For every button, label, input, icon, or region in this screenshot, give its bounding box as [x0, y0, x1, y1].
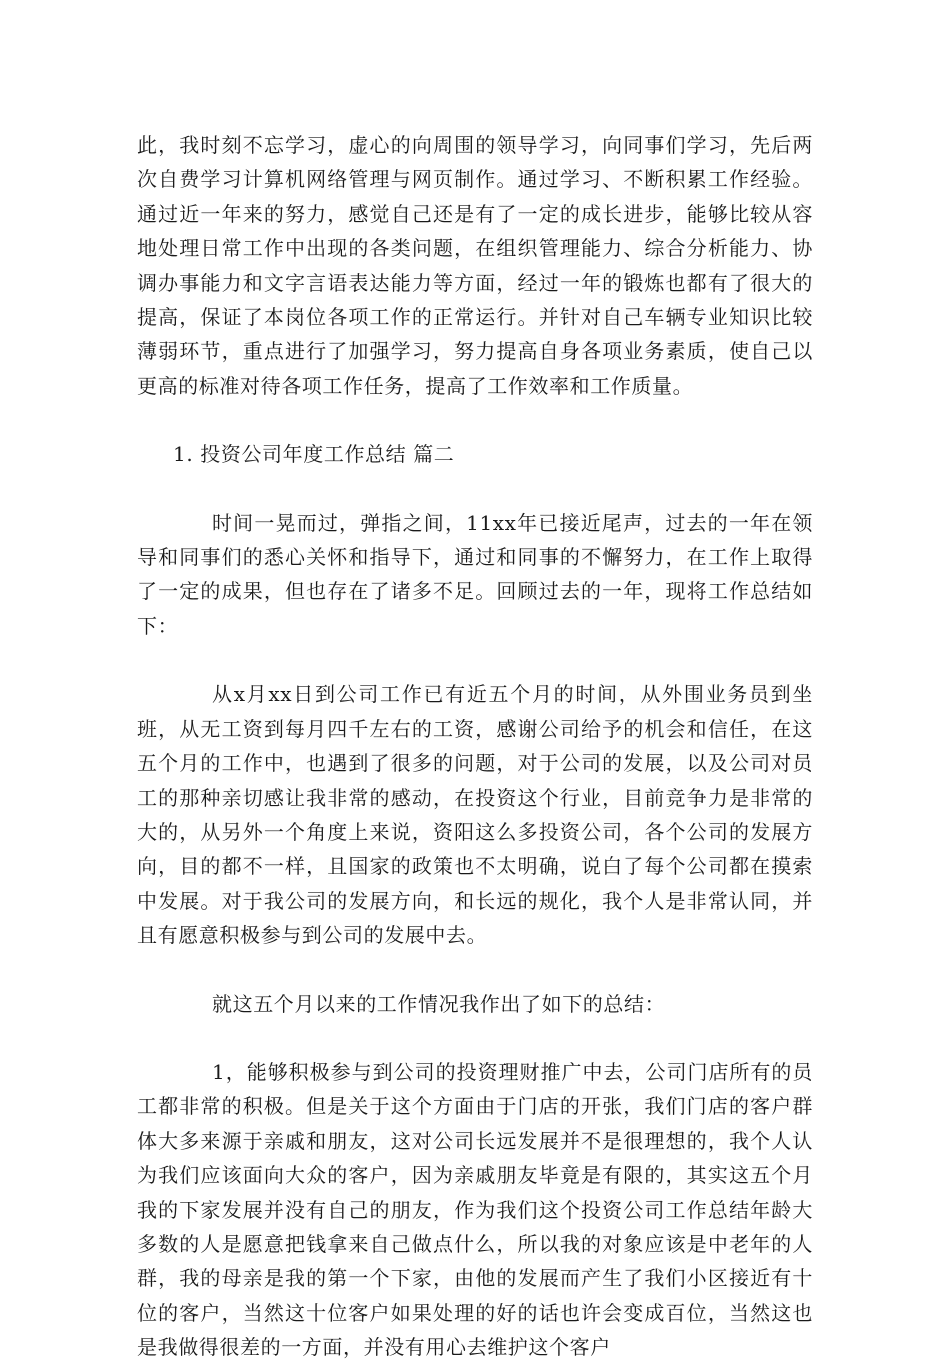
- paragraph-self-improvement: 此，我时刻不忘学习，虚心的向周围的领导学习，向同事们学习，先后两次自费学习计算机网络管理与网页制作。通过学习、不断积累工作经验。通过近一年来的努力，感觉自己还是有了一定的成长进步，能够比较从容地处理日常工作中出现的各类问题，在组织管理能力、综合分析能力、协调办事能力和文字言语表达能力等方面，经过一年的锻炼也都有了很大的提高，保证了本岗位各项工作的正常运行。并针对自己车辆专业知识比较薄弱环节，重点进行了加强学习，努力提高自身各项业务素质，使自己以更高的标准对待各项工作任务，提高了工作效率和工作质量。: [137, 133, 813, 398]
- paragraph-five-months-experience: 从x月xx日到公司工作已有近五个月的时间，从外围业务员到坐班，从无工资到每月四千左右的工资，感谢公司给予的机会和信任，在这五个月的工作中，也遇到了很多的问题，对于公司的发展，以及公司对员工的那种亲切感让我非常的感动，在投资这个行业，目前竞争力是非常的大的，从另外一个角度上来说，资阳这么多投资公司，各个公司的发展方向，目的都不一样，且国家的政策也不太明确，说白了每个公司都在摸索中发展。对于我公司的发展方向，和长远的规化，我个人是非常认同，并且有愿意积极参与到公司的发展中去。: [137, 682, 813, 948]
- paragraph-year-review-intro: 时间一晃而过，弹指之间，11xx年已接近尾声，过去的一年在领导和同事们的悉心关怀和指导下，通过和同事的不懈努力，在工作上取得了一定的成果，但也存在了诸多不足。回顾过去的一年，现将工作总结如下：: [137, 510, 813, 638]
- document-body: [137, 128, 813, 1365]
- section-heading-part-two: 1. 投资公司年度工作总结 篇二: [173, 442, 455, 467]
- paragraph-point-one: 1，能够积极参与到公司的投资理财推广中去，公司门店所有的员工都非常的积极。但是关于这个方面由于门店的开张，我们门店的客户群体大多来源于亲戚和朋友，这对公司长远发展并不是很理想的，我个人认为我们应该面向大众的客户，因为亲戚朋友毕竟是有限的，其实这五个月我的下家发展并没有自己的朋友，作为我们这个投资公司工作总结年龄大多数的人是愿意把钱拿来自己做点什么，所以我的对象应该是中老年的人群，我的母亲是我的第一个下家，由他的发展而产生了我们小区接近有十位的客户，当然这十位客户如果处理的好的话也许会变成百位，当然这也是我做得很差的一方面，并没有用心去维护这个客户: [137, 1059, 813, 1360]
- paragraph-summary-lead: 就这五个月以来的工作情况我作出了如下的总结：: [212, 991, 666, 1016]
